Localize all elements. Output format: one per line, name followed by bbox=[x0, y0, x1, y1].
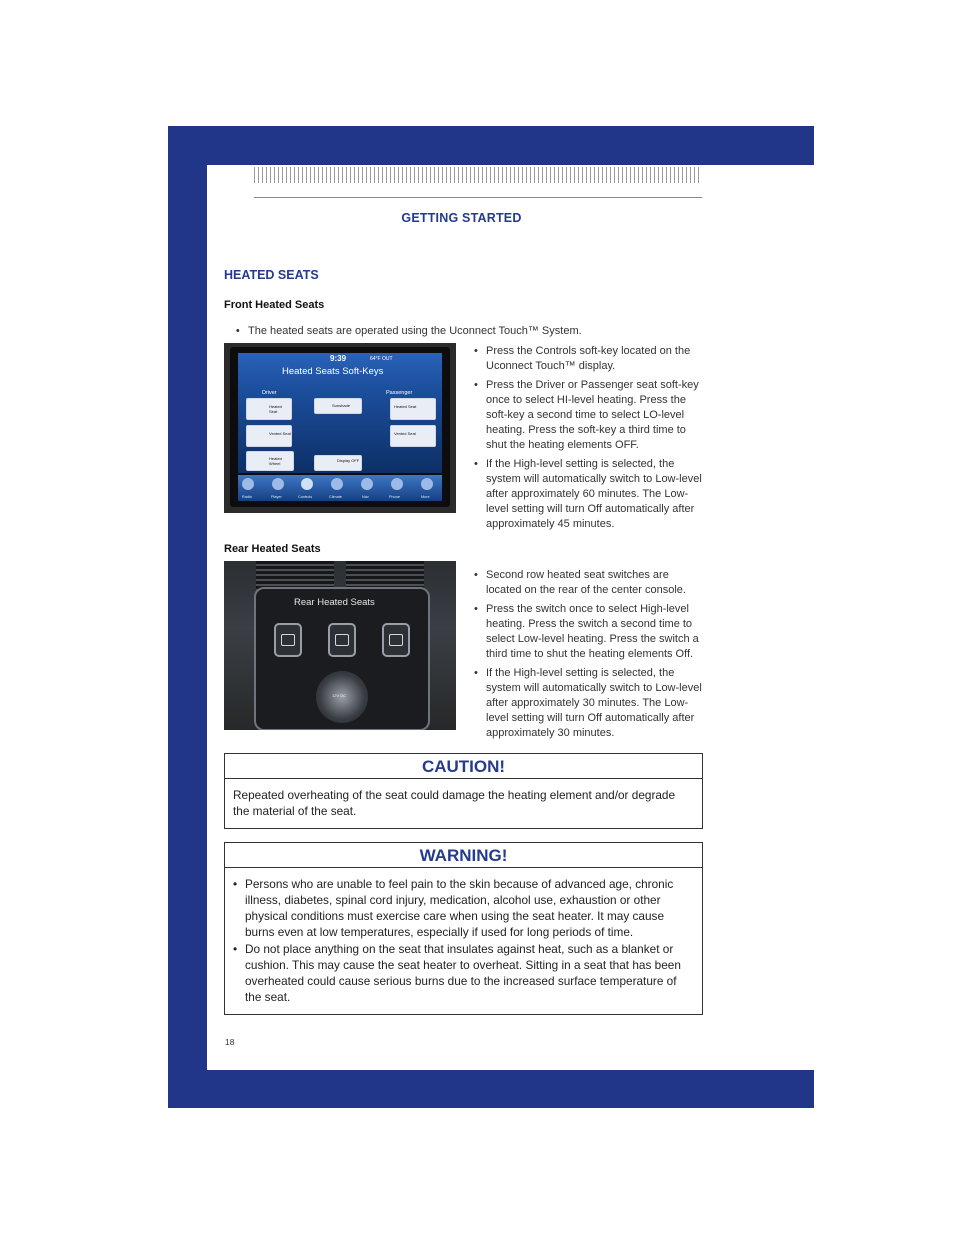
front-subheading: Front Heated Seats bbox=[224, 299, 325, 311]
warning-title: WARNING! bbox=[225, 843, 702, 868]
screen-caption: Heated Seats Soft-Keys bbox=[282, 366, 384, 377]
front-bullet-2: • Press the Driver or Passenger seat soft-key once to select HI-level heating. Press the soft-key a second time to select LO-level heating. Press the soft-key a third time to shut the heating elements OFF. bbox=[474, 378, 702, 453]
heated-wheel-key bbox=[246, 451, 294, 471]
screen-nav-bar bbox=[238, 475, 442, 501]
phone-icon bbox=[391, 478, 403, 490]
decorative-tick-bar bbox=[254, 167, 702, 183]
driver-heated-seat-key bbox=[246, 398, 292, 420]
nav-player: Player bbox=[271, 495, 282, 499]
caution-title: CAUTION! bbox=[225, 754, 702, 779]
front-bullets bbox=[474, 344, 702, 536]
power-outlet bbox=[316, 671, 368, 723]
front-bullet-1: • Press the Controls soft-key located on the Uconnect Touch™ display. bbox=[474, 344, 702, 374]
outlet-label: 12V DC bbox=[332, 693, 347, 698]
section-header: GETTING STARTED bbox=[401, 211, 522, 225]
passenger-vented-seat-label: Vented Seat bbox=[394, 431, 416, 436]
sunshade-label: Sunshade bbox=[332, 403, 351, 408]
console-caption: Rear Heated Seats bbox=[294, 597, 375, 608]
nav-climate: Climate bbox=[329, 495, 342, 499]
warning-item-1: • Persons who are unable to feel pain to the skin because of advanced age, chronic illness, diabetes, spinal cord injury, medication, alcohol use, exhaustion or other physical conditions must exercise care when using the seat heater. It may cause burns even at low temperatures, especially if used for long periods of time. bbox=[233, 876, 694, 940]
caution-box bbox=[224, 753, 703, 829]
player-icon bbox=[272, 478, 284, 490]
uconnect-screen-image bbox=[224, 343, 456, 513]
display-off-key bbox=[314, 455, 362, 471]
warning-item-2: • Do not place anything on the seat that insulates against heat, such as a blanket or cushion. This may cause the seat heater to overheat. Sitting in a seat that has been overheated could cause serious burns due to the increased surface temperature of the seat. bbox=[233, 941, 694, 1005]
rear-bullet-2: • Press the switch once to select High-level heating. Press the switch a second time to select Low-level heating. Press the switch a third time to shut the heating elements Off. bbox=[474, 602, 702, 662]
rear-console-image bbox=[224, 561, 456, 730]
right-seat-heat-switch bbox=[382, 623, 410, 657]
screen-temp: 64°F OUT bbox=[370, 356, 393, 362]
more-icon bbox=[421, 478, 433, 490]
warning-box bbox=[224, 842, 703, 1015]
driver-vented-seat-key bbox=[246, 425, 292, 447]
screen-time: 9:39 bbox=[330, 354, 347, 363]
front-intro bbox=[236, 325, 582, 337]
caution-text: Repeated overheating of the seat could damage the heating element and/or degrade the material of the seat. bbox=[233, 788, 676, 818]
nav-phone: Phone bbox=[389, 495, 400, 499]
controls-icon bbox=[301, 478, 313, 490]
screen-display bbox=[238, 353, 442, 473]
header-rule bbox=[254, 197, 702, 198]
rear-subheading: Rear Heated Seats bbox=[224, 543, 321, 555]
nav-nav: Nav bbox=[362, 495, 369, 499]
rear-bullets bbox=[474, 568, 702, 745]
passenger-heated-seat-label: Heated Seat bbox=[394, 404, 417, 409]
passenger-heated-seat-key bbox=[390, 398, 436, 420]
driver-heated-seat-label: Heated Seat bbox=[269, 404, 282, 414]
left-seat-heat-switch bbox=[274, 623, 302, 657]
climate-icon bbox=[331, 478, 343, 490]
page-number: 18 bbox=[225, 1037, 235, 1047]
front-intro-text: The heated seats are operated using the Uconnect Touch™ System. bbox=[248, 325, 582, 337]
passenger-label: Passenger bbox=[386, 390, 413, 396]
passenger-vented-seat-key bbox=[390, 425, 436, 447]
center-switch bbox=[328, 623, 356, 657]
nav-radio: Radio bbox=[242, 495, 252, 499]
nav-icon bbox=[361, 478, 373, 490]
driver-label: Driver bbox=[262, 390, 277, 396]
display-off-label: Display OFF bbox=[337, 458, 360, 463]
radio-icon bbox=[242, 478, 254, 490]
rear-bullet-1: • Second row heated seat switches are located on the rear of the center console. bbox=[474, 568, 702, 598]
rear-bullet-3: • If the High-level setting is selected, the system will automatically switch to Low-level after approximately 30 minutes. The Low-level setting will turn Off automatically after approximately 30 minutes. bbox=[474, 666, 702, 741]
sunshade-key bbox=[314, 398, 362, 414]
heated-wheel-label: Heated Wheel bbox=[269, 456, 282, 466]
console-panel bbox=[254, 587, 430, 730]
driver-vented-seat-label: Vented Seat bbox=[269, 431, 291, 436]
nav-controls: Controls bbox=[298, 495, 313, 499]
nav-more: More bbox=[421, 495, 430, 499]
warning-list bbox=[233, 876, 694, 1005]
page-heading: HEATED SEATS bbox=[224, 268, 319, 282]
front-bullet-3: • If the High-level setting is selected, the system will automatically switch to Low-level after approximately 60 minutes. The Low-level setting will turn Off automatically after approximately 45 minutes. bbox=[474, 457, 702, 532]
